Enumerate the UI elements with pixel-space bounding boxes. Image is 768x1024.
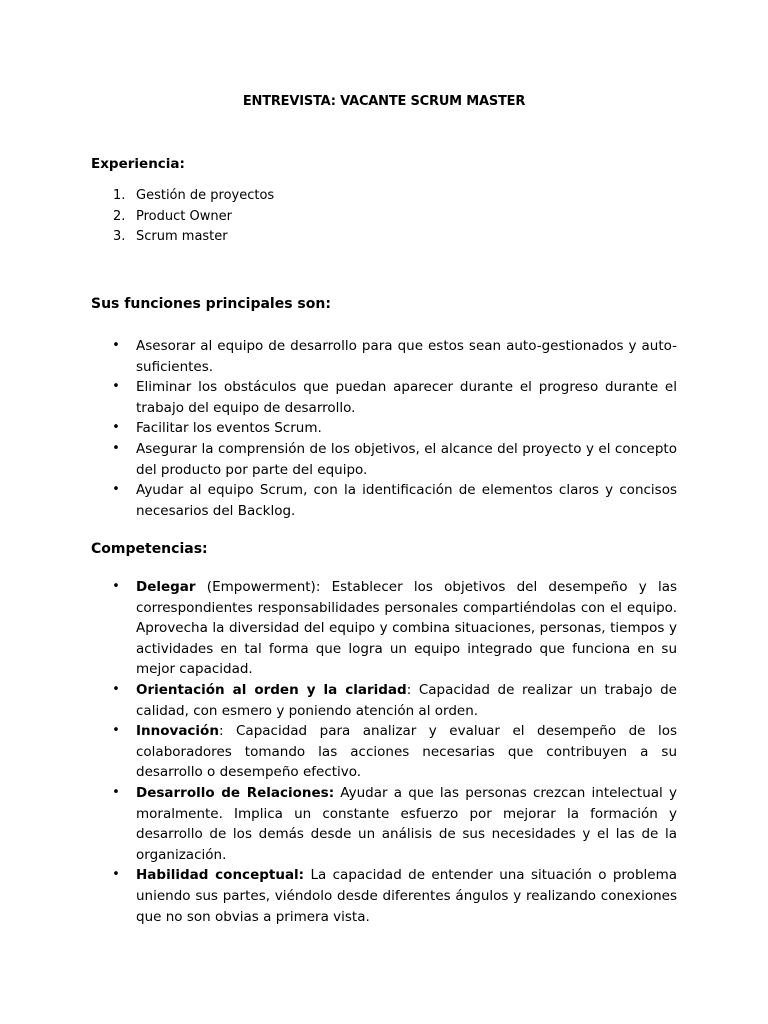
bullet-icon: • (112, 681, 120, 697)
list-item-text: Product Owner (136, 208, 232, 224)
competency-term: Delegar (136, 579, 196, 595)
list-item (111, 439, 677, 480)
list-item (111, 865, 677, 927)
bullet-icon: • (112, 784, 120, 800)
list-item (91, 227, 274, 248)
list-item-text: Gestión de proyectos (136, 188, 275, 203)
funciones-heading: Sus funciones principales son: (91, 296, 331, 312)
bullet-icon: • (112, 723, 120, 739)
competencias-heading: Competencias: (91, 541, 208, 557)
competency-description: : Capacidad de realizar un trabajo de calidad, con esmero y poniendo atención al orden. (136, 681, 677, 719)
list-number: 3. (113, 229, 126, 244)
list-item-text: Eliminar los obstáculos que puedan aparecer durante el progreso durante el trabajo del equipo de desarrollo. (136, 379, 677, 416)
competency-term: Desarrollo de Relaciones: (136, 784, 335, 801)
bullet-icon: • (112, 379, 120, 395)
competencias-list (111, 577, 677, 927)
competency-description: (Empowerment): Establecer los objetivos del desempeño y las correspondientes responsabilidades personales compartiéndolas con el equipo. Aprovecha la diversidad del equipo y combina situaciones, personas, tiempos y actividades en tal forma que logra un equipo integrado que funciona en su mejor capacidad. (136, 579, 677, 678)
competency-term: Innovación (136, 723, 219, 740)
bullet-icon: • (112, 579, 120, 594)
list-item-text: Asesorar al equipo de desarrollo para que estos sean auto-gestionados y auto-suficientes. (136, 338, 677, 375)
list-item-text: Facilitar los eventos Scrum. (136, 420, 322, 437)
list-number: 2. (113, 208, 126, 224)
list-item-text: Ayudar al equipo Scrum, con la identificación de elementos claros y concisos necesarios del Backlog. (136, 482, 677, 519)
list-item (111, 377, 677, 418)
competency-description: Ayudar a que las personas crezcan intelectual y moralmente. Implica un constante esfuerzo por mejorar la formación y desarrollo de los demás desde un análisis de sus necesidades y el las de la organización. (136, 784, 677, 863)
bullet-icon: • (112, 482, 120, 498)
list-item (91, 207, 274, 228)
funciones-list (111, 336, 677, 521)
experiencia-heading: Experiencia: (91, 156, 185, 172)
bullet-icon: • (112, 440, 120, 456)
competency-description: : Capacidad para analizar y evaluar el desempeño de los colaboradores tomando las acciones necesarias que contribuyen a su desarrollo o desempeño efectivo. (136, 723, 677, 781)
list-item (111, 680, 677, 721)
bullet-icon: • (112, 338, 120, 353)
list-item (91, 186, 274, 207)
bullet-icon: • (112, 420, 120, 436)
list-item-text: Asegurar la comprensión de los objetivos, el alcance del proyecto y el concepto del producto por parte del equipo. (136, 440, 677, 478)
competency-description: La capacidad de entender una situación o problema uniendo sus partes, viéndolo desde diferentes ángulos y realizando conexiones que no son obvias a primera vista. (136, 867, 677, 925)
list-item (111, 336, 677, 377)
experiencia-list (91, 186, 274, 248)
bullet-icon: • (112, 867, 120, 883)
list-number: 1. (113, 188, 126, 203)
list-item (111, 721, 677, 783)
competency-term: Orientación al orden y la claridad (136, 681, 407, 698)
page-title: ENTREVISTA: VACANTE SCRUM MASTER (242, 94, 526, 109)
competency-term: Habilidad conceptual: (136, 867, 305, 884)
list-item-text: Scrum master (136, 229, 228, 244)
list-item (111, 783, 677, 865)
list-item (111, 480, 677, 521)
list-item (111, 418, 677, 439)
list-item (111, 577, 677, 680)
